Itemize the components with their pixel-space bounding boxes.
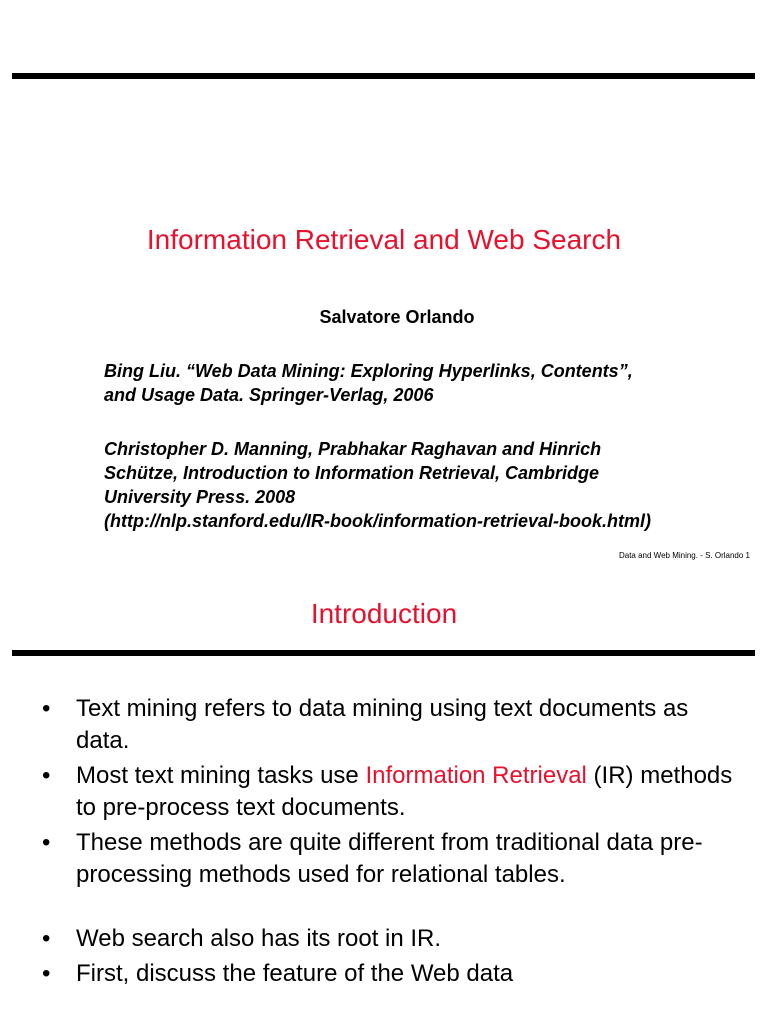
slide-footer: Data and Web Mining. - S. Orlando 1 [618, 551, 750, 560]
reference-line: Bing Liu. “Web Data Mining: Exploring Hyperlinks, Contents”, [104, 361, 633, 381]
bullet-text: First, discuss the feature of the Web data [76, 960, 514, 987]
section-divider [12, 650, 755, 656]
reference-link[interactable]: (http://nlp.stanford.edu/IR-book/information-retrieval-book.html) [104, 511, 651, 531]
reference-line: Christopher D. Manning, Prabhakar Raghavan and Hinrich [104, 439, 602, 459]
bullet-text: These methods are quite different from traditional data pre-processing methods used for relational tables. [76, 829, 703, 888]
bullet-icon: • [42, 829, 51, 856]
list-item [40, 693, 740, 757]
bullet-text-pre: Most text mining tasks use [76, 762, 366, 789]
bullet-icon: • [42, 695, 51, 722]
section-title: Introduction [310, 598, 458, 629]
reference-line: University Press. 2008 [104, 487, 296, 507]
top-divider [12, 73, 755, 79]
author-name: Salvatore Orlando [319, 307, 475, 327]
list-item [40, 827, 740, 891]
reference-liu [104, 359, 724, 407]
bullet-text: Web search also has its root in IR. [76, 925, 442, 952]
bullet-icon: • [42, 960, 51, 987]
list-item [40, 958, 740, 990]
bullet-text: Text mining refers to data mining using text documents as data. [76, 695, 689, 754]
bullet-text-post: (IR) methods to pre-process text documents. [76, 762, 733, 821]
bullet-icon: • [42, 762, 51, 789]
reference-line: Schütze, Introduction to Information Retrieval, Cambridge [104, 463, 600, 483]
bullet-icon: • [42, 925, 51, 952]
highlight-term: Information Retrieval [365, 762, 587, 789]
reference-line: and Usage Data. Springer-Verlag, 2006 [104, 385, 434, 405]
bullet-list [40, 693, 740, 993]
reference-manning [104, 437, 724, 533]
list-item [40, 923, 740, 955]
list-item [40, 760, 740, 824]
slide-title: Information Retrieval and Web Search [146, 224, 622, 255]
